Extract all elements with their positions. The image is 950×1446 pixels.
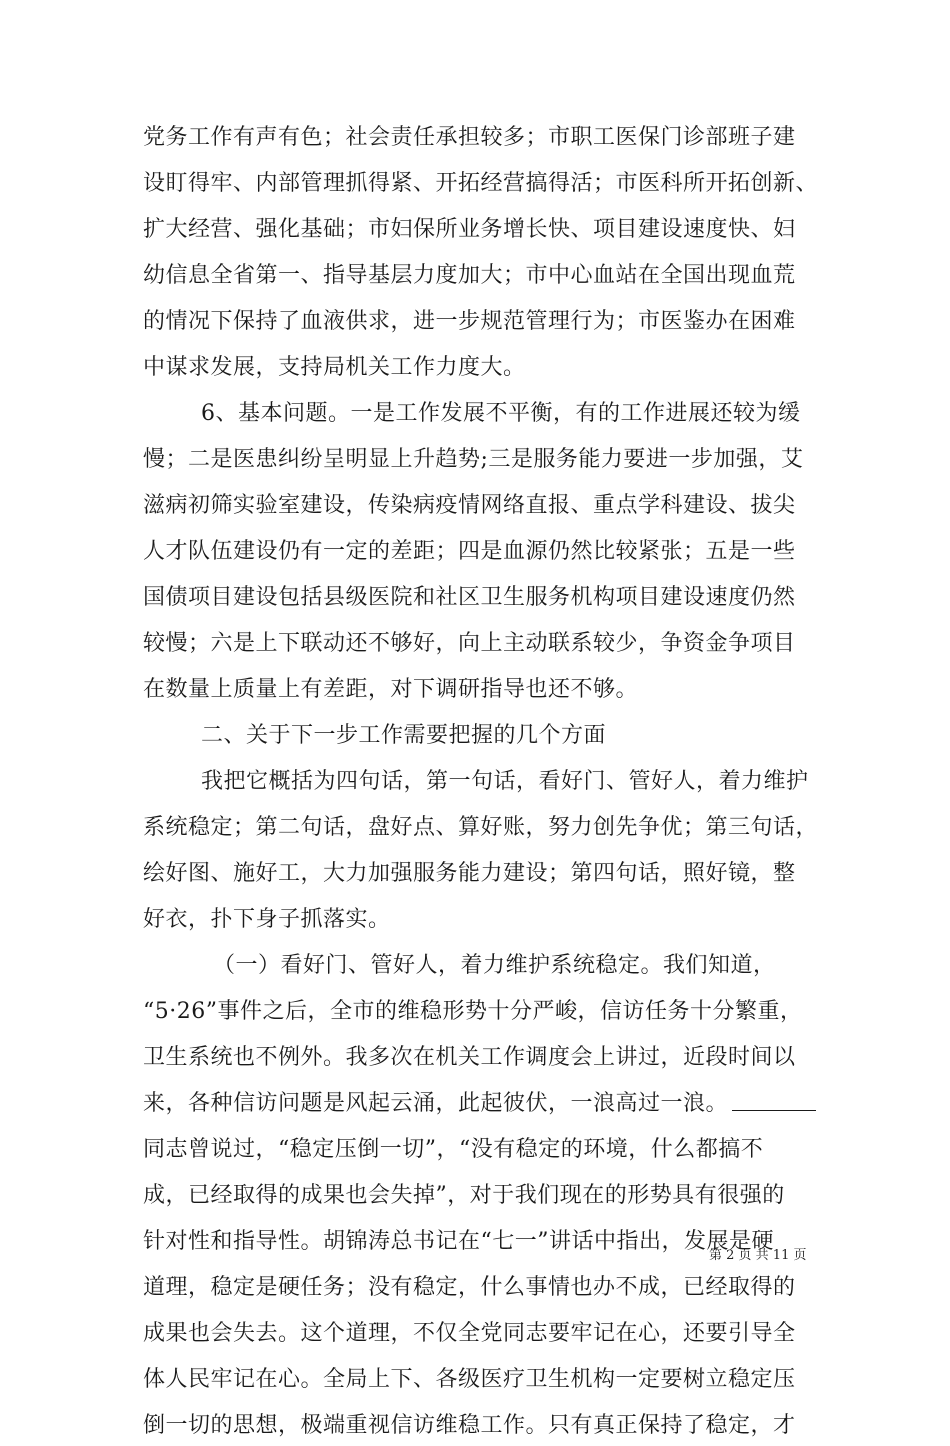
text-line: 慢；二是医患纠纷呈明显上升趋势;三是服务能力要进一步加强，艾	[143, 447, 804, 472]
page-number-footer: 第 2 页 共 11 页	[709, 1248, 807, 1263]
text-line: 在数量上质量上有差距，对下调研指导也还不够。	[143, 677, 639, 702]
text-line: 成，已经取得的成果也会失掉”，对于我们现在的形势具有很强的	[143, 1183, 785, 1208]
text-line: 中谋求发展，支持局机关工作力度大。	[143, 355, 526, 380]
text-line: 体人民牢记在心。全局上下、各级医疗卫生机构一定要树立稳定压	[143, 1367, 796, 1392]
text-line: 倒一切的思想，极端重视信访维稳工作。只有真正保持了稳定，才	[143, 1413, 796, 1438]
text-line: 我把它概括为四句话，第一句话，看好门、管好人，着力维护	[201, 769, 809, 794]
text-line: 系统稳定；第二句话，盘好点、算好账，努力创先争优；第三句话，	[143, 815, 819, 840]
text-line: 幼信息全省第一、指导基层力度加大；市中心血站在全国出现血荒	[143, 263, 796, 288]
paragraph-heading-basic-problems: 6、基本问题。一是工作发展不平衡，有的工作进展还较为缓	[201, 401, 801, 426]
text-line: 国债项目建设包括县级医院和社区卫生服务机构项目建设速度仍然	[143, 585, 796, 610]
text-line: 卫生系统也不例外。我多次在机关工作调度会上讲过，近段时间以	[143, 1045, 796, 1070]
text-line: 针对性和指导性。胡锦涛总书记在“七一”讲话中指出，发展是硬	[143, 1229, 774, 1254]
text-line: 扩大经营、强化基础；市妇保所业务增长快、项目建设速度快、妇	[143, 217, 796, 242]
text-line: 道理，稳定是硬任务；没有稳定，什么事情也办不成，已经取得的	[143, 1275, 796, 1300]
text-line-with-blank	[143, 1084, 816, 1124]
text-line: “5·26”事件之后，全市的维稳形势十分严峻，信访任务十分繁重，	[143, 999, 803, 1024]
text-line: 设盯得牢、内部管理抓得紧、开拓经营搞得活；市医科所开拓创新、	[143, 171, 819, 196]
text-line: 绘好图、施好工，大力加强服务能力建设；第四句话，照好镜，整	[143, 861, 796, 886]
name-blank-underline	[732, 1090, 816, 1111]
subsection-heading: （一）看好门、管好人，着力维护系统稳定。我们知道，	[213, 953, 776, 978]
text-line: 人才队伍建设仍有一定的差距；四是血源仍然比较紧张；五是一些	[143, 539, 796, 564]
text-segment: 来，各种信访问题是风起云涌，此起彼伏，一浪高过一浪。	[143, 1091, 729, 1116]
text-line: 党务工作有声有色；社会责任承担较多；市职工医保门诊部班子建	[143, 125, 796, 150]
text-line: 同志曾说过，“稳定压倒一切”，“没有稳定的环境，什么都搞不	[143, 1137, 764, 1162]
text-line: 滋病初筛实验室建设，传染病疫情网络直报、重点学科建设、拔尖	[143, 493, 796, 518]
text-line: 成果也会失去。这个道理，不仅全党同志要牢记在心，还要引导全	[143, 1321, 796, 1346]
text-line: 好衣，扑下身子抓落实。	[143, 907, 391, 932]
section-heading: 二、关于下一步工作需要把握的几个方面	[201, 723, 607, 748]
text-line: 较慢；六是上下联动还不够好，向上主动联系较少，争资金争项目	[143, 631, 796, 656]
text-line: 的情况下保持了血液供求，进一步规范管理行为；市医鉴办在困难	[143, 309, 796, 334]
